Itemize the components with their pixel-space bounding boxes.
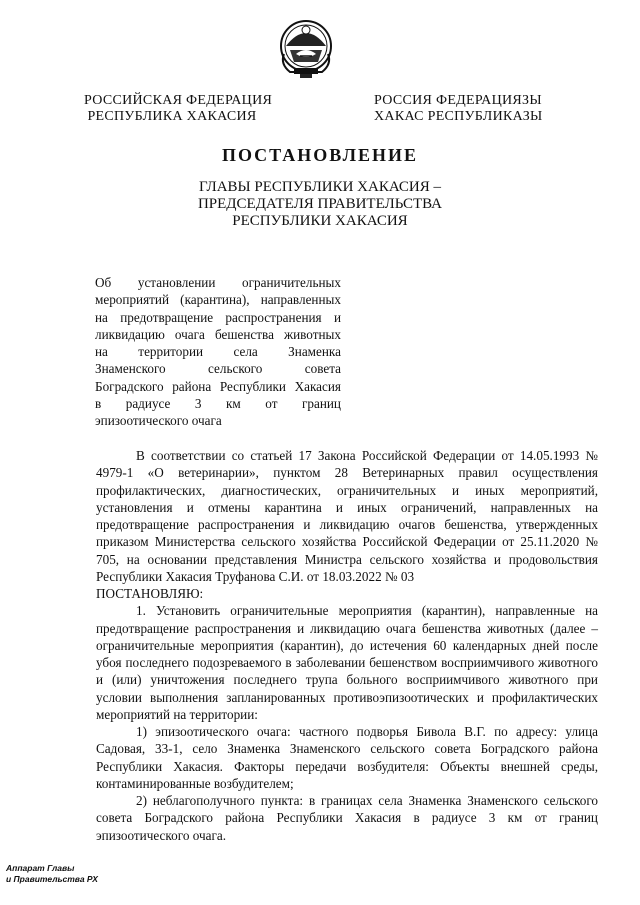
subject-line-8: в радиусе 3 км от границ <box>95 396 341 412</box>
document-subject <box>95 274 341 430</box>
coat-of-arms-emblem <box>276 16 336 82</box>
header-russian <box>84 93 273 125</box>
paragraph-preamble: В соответствии со статьей 17 Закона Российской Федерации от 14.05.1993 № 4979-1 «О ветеринарии», пунктом 28 Ветеринарных правил осуществления профилактических, диагностических, ограничительных и иных мероприятий, установления и отмены карантина и иных ограничений, направленных на предотвращение распространения и ликвидацию очагов бешенства, утвержденных приказом Министерства сельского хозяйства Российской Федерации от 25.11.2020 № 705, на основании представления Министра сельского хозяйства и продовольствия Республики Хакасия Труфанова С.И. от 18.03.2022 № 03 <box>96 448 598 584</box>
stamp-line-1: Аппарат Главы <box>6 863 75 873</box>
subject-line-7: Боградского района Республики Хакасия <box>95 378 341 394</box>
subject-line-3: на предотвращение распространения и <box>95 309 341 325</box>
subject-line-1: Об установлении ограничительных <box>95 275 341 290</box>
subject-line-6: Знаменского сельского совета <box>95 361 341 377</box>
document-issuer <box>0 179 640 230</box>
issuer-line-3: РЕСПУБЛИКИ ХАКАСИЯ <box>232 213 408 229</box>
header-left-line-1: РОССИЙСКАЯ ФЕДЕРАЦИЯ <box>84 93 273 108</box>
header-left-line-2: РЕСПУБЛИКА ХАКАСИЯ <box>87 109 257 124</box>
issuer-line-2: ПРЕДСЕДАТЕЛЯ ПРАВИТЕЛЬСТВА <box>197 196 443 212</box>
subject-line-5: на территории села Знаменка <box>95 344 341 360</box>
header-right-line-1: РОССИЯ ФЕДЕРАЦИЯЗЫ <box>374 93 542 108</box>
paragraph-resolve: ПОСТАНОВЛЯЮ: <box>96 586 204 601</box>
stamp-line-2: и Правительства РХ <box>6 874 98 884</box>
header-khakas <box>374 93 543 125</box>
subject-line-2: мероприятий (карантина), направленных <box>95 292 341 308</box>
paragraph-subitem-2: 2) неблагополучного пункта: в границах села Знаменка Знаменского сельского совета Боградского района Республики Хакасия в радиусе 3 км от границ эпизоотического очага. <box>96 793 598 843</box>
office-stamp <box>6 863 98 885</box>
paragraph-item-1: 1. Установить ограничительные мероприятия (карантин), направленные на предотвращение распространения и ликвидацию очага бешенства животных (далее – ограничительные мероприятия (карантин), до истечения 60 календарных дней после убоя последнего подозреваемого в заболевании бешенством восприимчивого животного и (или) уничтожения последнего трупа больного восприимчивого животного при условии выполнения запланированных противоэпизоотических и профилактических мероприятий на территории: <box>96 603 598 722</box>
subject-line-9: эпизоотического очага <box>95 413 222 429</box>
document-title: ПОСТАНОВЛЕНИЕ <box>221 145 419 165</box>
header-right-line-2: ХАКАС РЕСПУБЛИКАЗЫ <box>374 109 543 124</box>
paragraph-subitem-1: 1) эпизоотического очага: частного подворья Бивола В.Г. по адресу: улица Садовая, 33-1, село Знаменка Знаменского сельского совета Боградского района Республики Хакасия. Факторы передачи возбудителя: Объекты внешней среды, контаминированные возбудителем; <box>96 724 598 791</box>
subject-line-4: ликвидацию очага бешенства животных <box>95 326 341 342</box>
issuer-line-1: ГЛАВЫ РЕСПУБЛИКИ ХАКАСИЯ – <box>198 179 442 195</box>
document-body <box>96 447 598 844</box>
